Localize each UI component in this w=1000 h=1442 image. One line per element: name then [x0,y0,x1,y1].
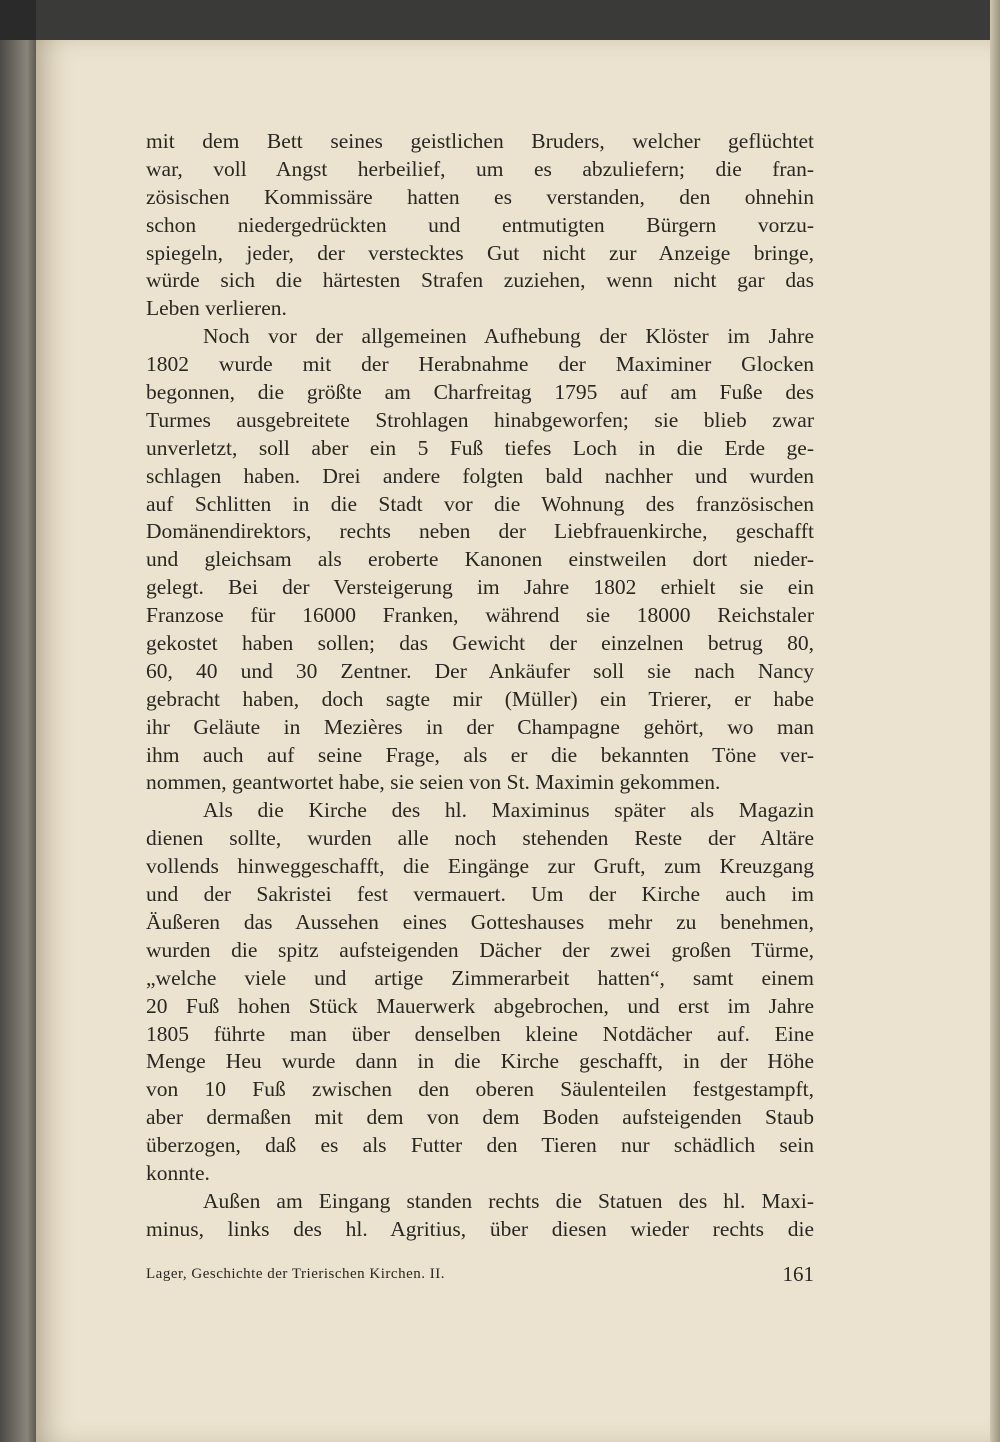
text-line: und gleichsam als eroberte Kanonen einstweilen dort nieder- [146,547,814,572]
text-line: wurden die spitz aufsteigenden Dächer der zwei großen Türme, [146,937,814,962]
text-line: „welche viele und artige Zimmerarbeit hatten“, samt einem [146,965,814,990]
text-line: gebracht haben, doch sagte mir (Müller) ein Trierer, er habe [146,686,814,711]
text-line: 20 Fuß hohen Stück Mauerwerk abgebrochen, und erst im Jahre [146,993,814,1018]
text-line: konnte. [146,1160,210,1185]
page-footer [146,1262,814,1288]
text-line: würde sich die härtesten Strafen zuziehen, wenn nicht gar das [146,268,814,293]
text-line: gekostet haben sollen; das Gewicht der einzelnen betrug 80, [146,631,814,656]
text-line: minus, links des hl. Agritius, über diesen wieder rechts die [146,1216,814,1241]
text-line: unverletzt, soll aber ein 5 Fuß tiefes Loch in die Erde ge- [146,435,814,460]
text-line: 1805 führte man über denselben kleine Notdächer auf. Eine [146,1021,814,1046]
text-line: auf Schlitten in die Stadt vor die Wohnung des französischen [146,491,814,516]
text-line: ihr Geläute in Mezières in der Champagne gehört, wo man [146,714,814,739]
text-line: Leben verlieren. [146,296,287,321]
text-line: Als die Kirche des hl. Maximinus später als Magazin [203,798,814,823]
text-line: vollends hinweggeschafft, die Eingänge zur Gruft, zum Kreuzgang [146,854,814,879]
page-edge [990,0,1000,1442]
text-line: mit dem Bett seines geistlichen Bruders, welcher geflüchtet [146,129,814,153]
text-line: und der Sakristei fest vermauert. Um der Kirche auch im [146,882,814,907]
text-line: 60, 40 und 30 Zentner. Der Ankäufer soll sie nach Nancy [146,658,814,683]
text-line: zösischen Kommissäre hatten es verstanden, den ohnehin [146,184,814,209]
text-line: überzogen, daß es als Futter den Tieren nur schädlich sein [146,1133,814,1158]
text-line: von 10 Fuß zwischen den oberen Säulenteilen festgestampft, [146,1077,814,1102]
text-line: Noch vor der allgemeinen Aufhebung der Klöster im Jahre [203,324,814,349]
text-line: gelegt. Bei der Versteigerung im Jahre 1802 erhielt sie ein [146,575,814,600]
book-spine [0,0,36,1442]
running-footer-title: Lager, Geschichte der Trierischen Kirchen. II. [146,1266,445,1282]
text-line: Domänendirektors, rechts neben der Liebfrauenkirche, geschafft [146,519,814,544]
text-line: nommen, geantwortet habe, sie seien von St. Maximin gekommen. [146,770,721,795]
text-line: dienen sollte, wurden alle noch stehenden Reste der Altäre [146,826,814,851]
text-line: spiegeln, jeder, der verstecktes Gut nicht zur Anzeige bringe, [146,240,814,265]
text-line: ihm auch auf seine Frage, als er die bekannten Töne ver- [146,742,814,767]
text-line: schlagen haben. Drei andere folgten bald nachher und wurden [146,463,814,488]
text-line: aber dermaßen mit dem von dem Boden aufsteigenden Staub [146,1105,814,1130]
text-line: Außen am Eingang standen rechts die Statuen des hl. Maxi- [203,1188,814,1213]
text-line: Äußeren das Aussehen eines Gotteshauses mehr zu benehmen, [146,909,814,934]
text-line: Franzose für 16000 Franken, während sie 18000 Reichstaler [146,603,814,628]
text-line: Menge Heu wurde dann in die Kirche geschafft, in der Höhe [146,1049,814,1074]
text-line: war, voll Angst herbeilief, um es abzuliefern; die fran- [146,156,814,181]
page-number: 161 [782,1262,814,1286]
scan-background [0,0,36,40]
body-text [146,128,814,1244]
text-line: schon niedergedrückten und entmutigten Bürgern vorzu- [146,212,814,237]
text-line: begonnen, die größte am Charfreitag 1795 auf am Fuße des [146,380,814,405]
text-line: Turmes ausgebreitete Strohlagen hinabgeworfen; sie blieb zwar [146,407,814,432]
text-line: 1802 wurde mit der Herabnahme der Maximiner Glocken [146,352,814,377]
